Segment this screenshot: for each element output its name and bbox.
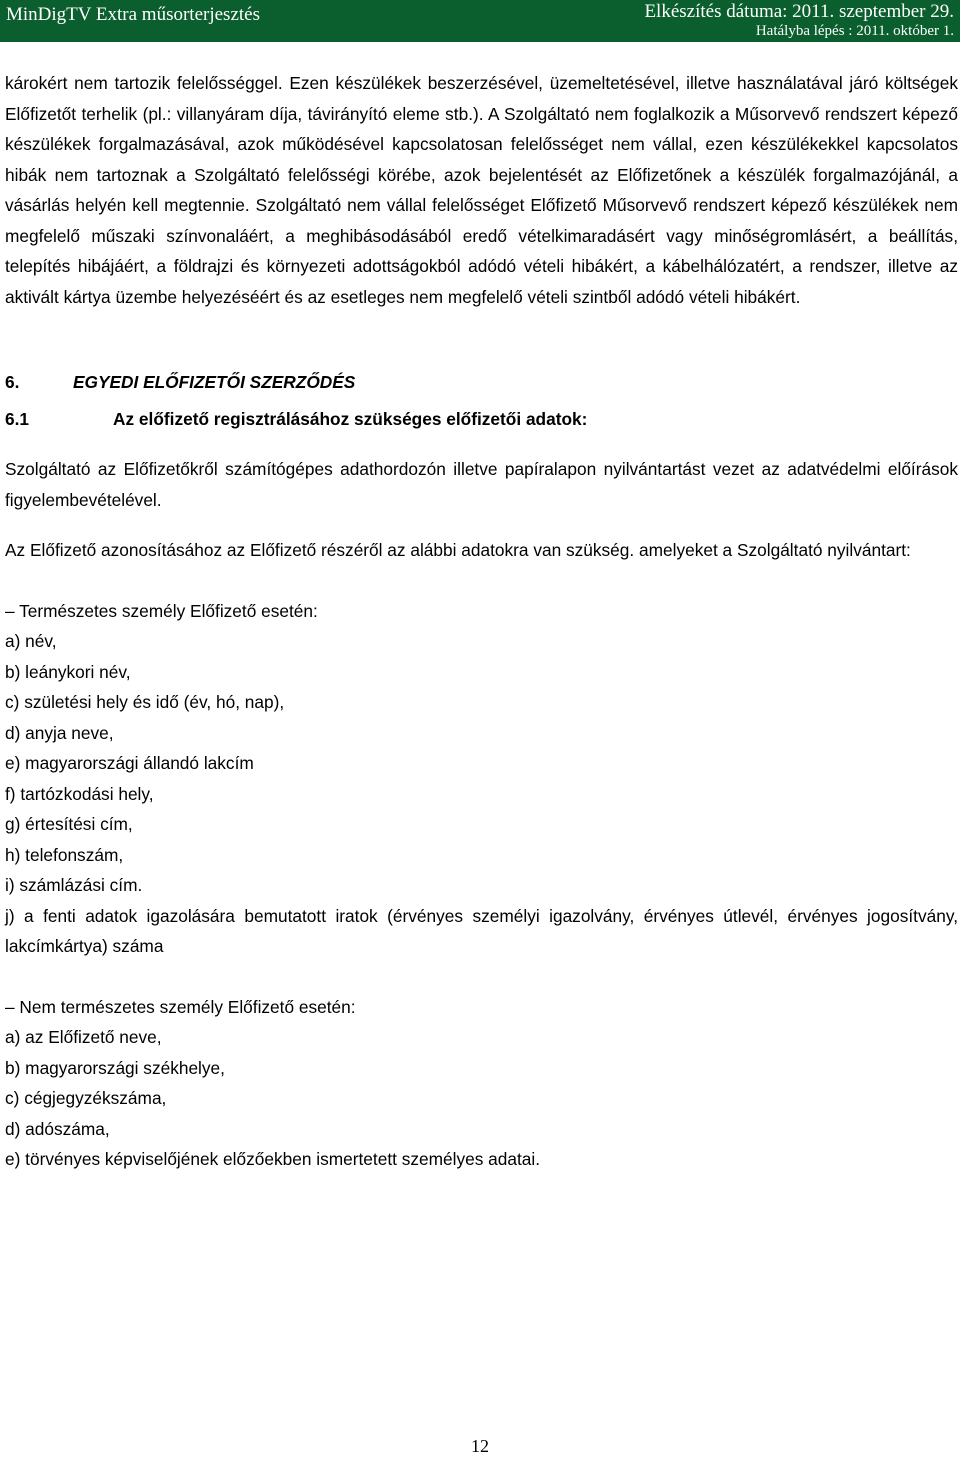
page-number: 12 [471, 1436, 489, 1456]
section-6-1-heading [5, 404, 958, 435]
legal-person-list [5, 1022, 958, 1175]
list-item: a) név, [5, 631, 57, 651]
list-item: j) a fenti adatok igazolására bemutatott iratok (érvényes személyi igazolvány, érvényes útlevél, érvényes jogosítvány, lakcímkártya) száma [5, 905, 958, 956]
list-item: d) adószáma, [5, 1118, 110, 1139]
header-effective-date: Hatályba lépés : 2011. október 1. [755, 23, 954, 39]
section-6-1-paragraph-1: Szolgáltató az Előfizetőkről számítógépes adathordozón illetve papíralapon nyilvántartást vezet az adatvédelmi előírások figyelembevételével. [5, 459, 958, 510]
header-date: Elkészítés dátuma: 2011. szeptember 29. [644, 1, 954, 22]
list-item: b) magyarországi székhelye, [5, 1057, 225, 1078]
list-item: i) számlázási cím. [5, 875, 143, 895]
list-item: b) leánykori név, [5, 661, 131, 682]
list-item: c) cégjegyzékszáma, [5, 1088, 167, 1108]
natural-person-heading: – Természetes személy Előfizető esetén: [5, 600, 318, 621]
list-item: h) telefonszám, [5, 844, 124, 865]
section-6-heading [5, 367, 958, 398]
header-title: MinDigTV Extra műsorterjesztés [6, 4, 260, 25]
legal-person-heading: – Nem természetes személy Előfizető esetén: [5, 996, 356, 1017]
section-6-1-title: Az előfizető regisztrálásához szükséges előfizetői adatok: [113, 408, 588, 429]
list-item: c) születési hely és idő (év, hó, nap), [5, 692, 285, 712]
document-header [0, 0, 960, 42]
natural-person-list [5, 626, 958, 962]
list-item: f) tartózkodási hely, [5, 783, 154, 804]
section-6-number: 6. [5, 372, 20, 392]
header-dates [644, 2, 954, 41]
section-6-1-number: 6.1 [5, 408, 30, 429]
section-6-1-paragraph-2: Az Előfizető azonosításához az Előfizető részéről az alábbi adatokra van szükség. amelyeket a Szolgáltató nyilvántart: [5, 540, 911, 560]
list-item: a) az Előfizető neve, [5, 1027, 162, 1047]
document-body [5, 68, 958, 1175]
list-item: g) értesítési cím, [5, 814, 133, 834]
list-item: d) anyja neve, [5, 722, 114, 743]
list-item: e) magyarországi állandó lakcím [5, 753, 254, 773]
list-item: e) törvényes képviselőjének előzőekben ismertetett személyes adatai. [5, 1149, 541, 1169]
body-paragraph-1: károkért nem tartozik felelősséggel. Ezen készülékek beszerzésével, üzemeltetésével, illetve használatával járó költségek Előfizetőt terhelik (pl.: villanyáram díja, távirányító eleme stb.). A Szolgáltató nem foglalkozik a Műsorvevő rendszert képező készülékek forgalmazásával, azok működésével kapcsolatosan felelősséget nem vállal, ezen készülékekkel kapcsolatos hibák nem tartoznak a Szolgáltató felelősségi körébe, azok bejelentését az Előfizetőnek a készülék forgalmazójánál, a vásárlás helyén kell megtennie. Szolgáltató nem vállal felelősséget Előfizető Műsorvevő rendszert képező készülékek nem megfelelő műszaki színvonaláért, a meghibásodásából eredő vételkimaradásért vagy minőségromlásért, a beállítás, telepítés hibájáért, a földrajzi és környezeti adottságokból adódó vételi hibákért, a kábelhálózatért, a rendszer, illetve az aktivált kártya üzembe helyezéséért és az esetleges nem megfelelő vételi szintből adódó vételi hibákért. [5, 73, 958, 307]
section-6-title: EGYEDI ELŐFIZETŐI SZERZŐDÉS [73, 372, 356, 392]
